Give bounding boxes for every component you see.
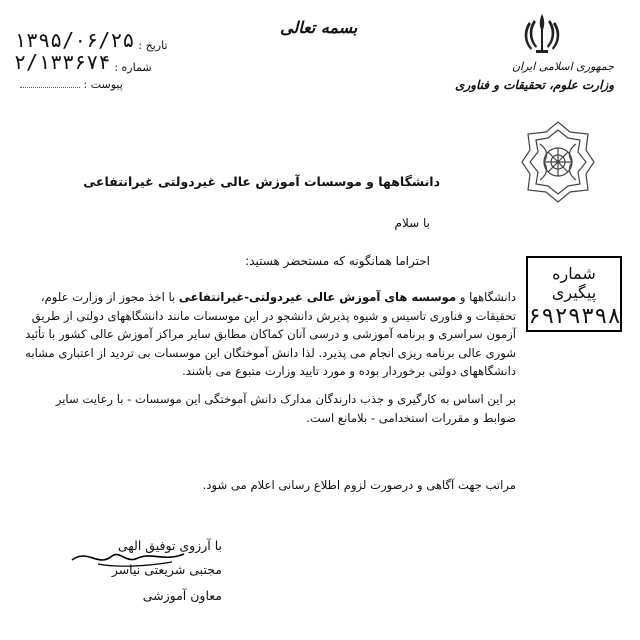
intro-line: احتراما همانگونه که مستحضر هستید: <box>245 254 430 268</box>
paragraph-3: مراتب جهت آگاهی و درصورت لزوم اطلاع رسانی اعلام می شود. <box>202 478 516 492</box>
basmala-heading: بسمه تعالی <box>280 18 358 37</box>
number-row <box>14 52 254 74</box>
date-value: ۱۳۹۵/۰۶/۲۵ <box>14 28 135 52</box>
signatory-name: مجتبی شریعتی نیاسر <box>111 562 222 577</box>
signatory-title: معاون آموزشی <box>142 588 222 603</box>
paragraph-1-emphasis: موسسه های آموزش عالی غیردولتی-غیرانتفاعی <box>178 290 457 304</box>
number-value: ۲/۱۳۳۶۷۴ <box>14 50 111 74</box>
paragraph-1 <box>21 288 516 381</box>
paragraph-2: بر این اساس به کارگیری و جذب دارندگان مدارک دانش آموختگی این موسسات - با رعایت سایر ضوابط و مقررات استخدامی - بلامانع است. <box>55 392 516 425</box>
attachment-row <box>14 78 254 91</box>
number-label: : شماره <box>114 61 152 74</box>
stamp-number: ۶۹۲۹۳۹۸ <box>528 304 621 329</box>
letterhead-ministry: وزارت علوم، تحقیقات و فناوری <box>455 78 614 92</box>
stamp-label: شماره پیگیری <box>551 264 597 302</box>
greeting: با سلام <box>394 216 430 230</box>
tracking-number-stamp <box>526 256 622 332</box>
paragraph-1-rest: با اخذ مجوز از وزارت علوم، تحقیقات و فناوری تاسیس و شیوه پذیرش دانشجو در این موسسات مانند دانشگاههای دولتی از طریق آزمون سراسری و برنامه آموزشی و درسی آنان کماکان مطابق سایر مراکز آموزش عالی کشور با تأئید شوری عالی برنامه ریزی انجام می پذیرد. لذا دانش آموختگان این موسسات بی تردید از اعتباری مشابه دانشگاههای دولتی برخوردار بوده و مورد تایید وزارت متبوع می باشند. <box>25 290 516 378</box>
letter-metadata <box>14 30 254 91</box>
attachment-blank <box>20 87 80 88</box>
recipient-line: دانشگاهها و موسسات آموزش عالی غیردولتی غیرانتفاعی <box>83 174 440 189</box>
arabesque-ornament-icon <box>520 120 596 204</box>
iran-emblem-icon <box>522 12 562 56</box>
date-row <box>14 30 254 52</box>
date-label: : تاریخ <box>138 39 168 52</box>
closing-line: با آرزوی توفیق الهی <box>117 538 222 553</box>
paragraph-1-start: دانشگاهها و <box>456 290 516 304</box>
letterhead-country: جمهوری اسلامی ایران <box>511 60 614 73</box>
attachment-label: : پیوست <box>83 78 123 91</box>
